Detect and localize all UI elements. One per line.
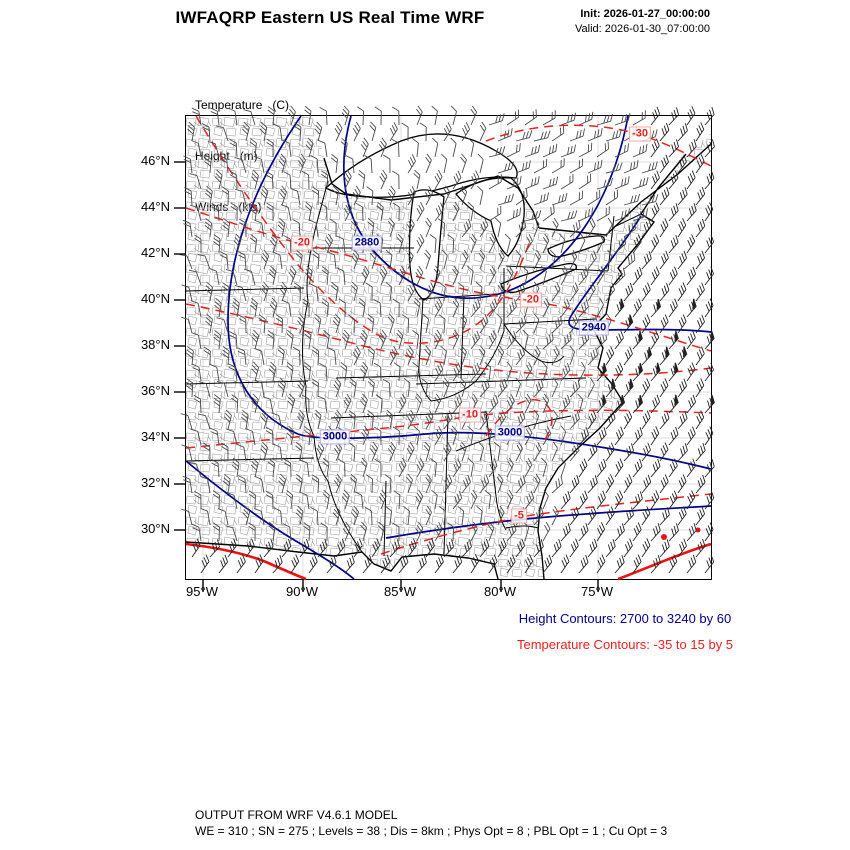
run-times	[575, 7, 710, 37]
lat-label: 34°N	[140, 429, 170, 444]
temperature-contour-label: -30	[629, 127, 651, 142]
height-caption: Height Contours: 2700 to 3240 by 60	[518, 611, 732, 626]
lat-label: 30°N	[140, 521, 170, 536]
model-config: WE = 310 ; SN = 275 ; Levels = 38 ; Dis = 8km ; Phys Opt = 8 ; PBL Opt = 1 ; Cu Opt = 3	[195, 824, 668, 838]
weather-map	[186, 116, 711, 579]
lat-label: 40°N	[140, 291, 170, 306]
lon-label: 85°W	[384, 584, 416, 599]
lat-label: 46°N	[140, 153, 170, 168]
temperature-contour-label: -20	[291, 236, 313, 251]
legend-temperature: Temperature (C)	[195, 98, 290, 112]
valid-time: Valid: 2026-01-30_07:00:00	[575, 23, 710, 35]
height-contour-label: 3000	[495, 426, 525, 441]
lat-label: 32°N	[140, 475, 170, 490]
lat-label: 44°N	[140, 199, 170, 214]
temperature-contour-label: -10	[459, 408, 481, 423]
lat-label: 36°N	[140, 383, 170, 398]
map-plot-area	[185, 115, 712, 580]
lon-label: 75°W	[581, 584, 613, 599]
lon-label: 95°W	[186, 584, 218, 599]
init-time: Init: 2026-01-27_00:00:00	[580, 8, 710, 20]
lon-label: 80°W	[484, 584, 516, 599]
model-info	[195, 807, 667, 839]
lon-label: 90°W	[286, 584, 318, 599]
lat-label: 38°N	[140, 337, 170, 352]
page-title: IWFAQRP Eastern US Real Time WRF	[175, 8, 485, 27]
temperature-contour-label: -5	[511, 509, 527, 524]
temperature-contour-label: -20	[520, 293, 542, 308]
model-version: OUTPUT FROM WRF V4.6.1 MODEL	[195, 808, 398, 822]
lat-label: 42°N	[140, 245, 170, 260]
height-contour-label: 2880	[352, 236, 382, 251]
temperature-caption: Temperature Contours: -35 to 15 by 5	[516, 637, 734, 652]
height-contour-label: 3000	[320, 430, 350, 445]
contour-captions	[475, 606, 775, 658]
height-contour-label: 2940	[579, 321, 609, 336]
